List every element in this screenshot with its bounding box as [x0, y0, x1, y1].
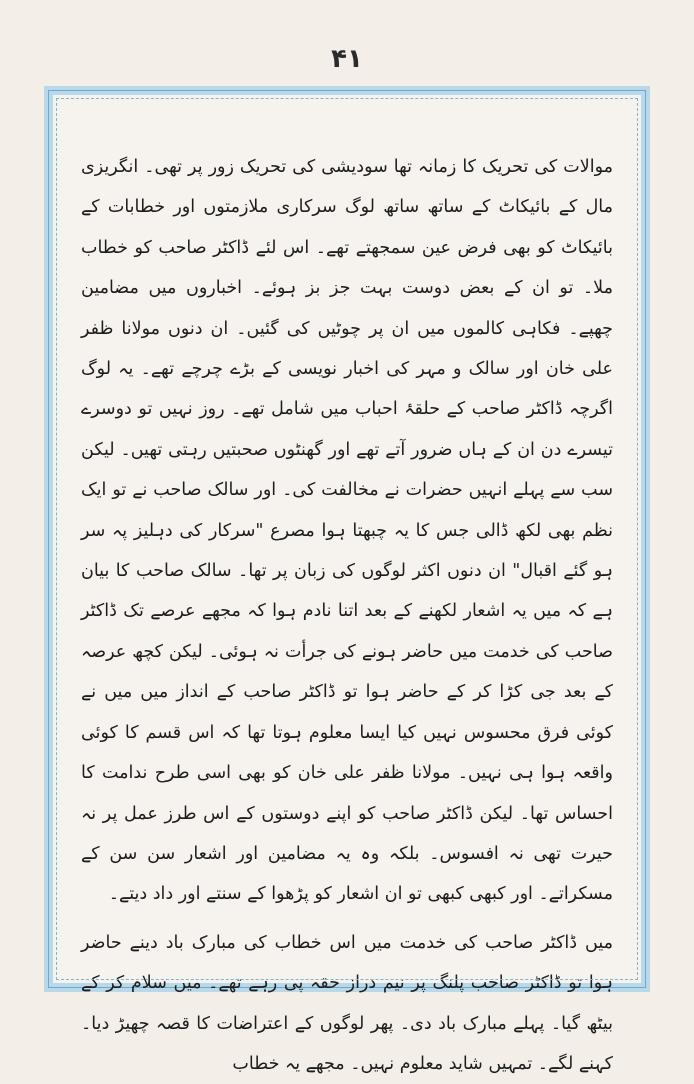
- paragraph: موالات کی تحریک کا زمانہ تھا سودیشی کی تحریک زور پر تھی۔ انگریزی مال کے بائیکاٹ کے ساتھ ساتھ لوگ سرکاری ملازمتوں اور خطابات کے بائیکاٹ کو بھی فرض عین سمجھتے تھے۔ اس لئے ڈاکٹر صاحب کو خطاب ملا۔ تو ان کے بعض دوست بہت جز بز ہوئے۔ اخباروں میں مضامین چھپے۔ فکاہی کالموں میں ان پر چوٹیں کی گئیں۔ ان دنوں مولانا ظفر علی خان اور سالک و مہر کی اخبار نویسی کے بڑے چرچے تھے۔ یہ لوگ اگرچہ ڈاکٹر صاحب کے حلقۂ احباب میں شامل تھے۔ روز نہیں تو دوسرے تیسرے دن ان کے ہاں ضرور آتے تھے اور گھنٹوں صحبتیں رہتی تھیں۔ لیکن سب سے پہلے انہیں حضرات نے مخالفت کی۔ اور سالک صاحب نے تو ایک نظم بھی لکھ ڈالی جس کا یہ چبھتا ہوا مصرع "سرکار کی دہلیز پہ سر ہو گئے اقبال" ان دنوں اکثر لوگوں کی زبان پر تھا۔ سالک صاحب کا بیان ہے کہ میں یہ اشعار لکھنے کے بعد اتنا نادم ہوا کہ مجھے عرصے تک ڈاکٹر صاحب کی خدمت میں حاضر ہونے کی جرأت نہ ہوئی۔ لیکن کچھ عرصہ کے بعد جی کڑا کر کے حاضر ہوا تو ڈاکٹر صاحب کے انداز میں میں نے کوئی فرق محسوس نہیں کیا ایسا معلوم ہوتا تھا کہ اس قسم کا کوئی واقعہ ہوا ہی نہیں۔ مولانا ظفر علی خان کو بھی اسی طرح ندامت کا احساس تھا۔ لیکن ڈاکٹر صاحب کو اپنے دوستوں کے اس طرز عمل پر نہ حیرت تھی نہ افسوس۔ بلکہ وہ یہ مضامین اور اشعار سن سن کے مسکراتے۔ اور کبھی کبھی تو ان اشعار کو پڑھوا کے سنتے اور داد دیتے۔: [81, 157, 613, 905]
- page-number: ۴۱: [331, 44, 363, 74]
- text-body: [81, 147, 613, 1074]
- paragraph: میں ڈاکٹر صاحب کی خدمت میں اس خطاب کی مبارک باد دینے حاضر ہوا تو ڈاکٹر صاحب پلنگ پر نیم دراز حقہ پی رہے تھے۔ میں سلام کر کے بیٹھ گیا۔ پہلے مبارک باد دی۔ پھر لوگوں کے اعتراضات کا قصہ چھیڑ دیا۔ کہنے لگے۔ تمہیں شاید معلوم نہیں۔ مجھے یہ خطاب: [81, 932, 613, 1074]
- decorative-border-frame: [44, 86, 650, 1074]
